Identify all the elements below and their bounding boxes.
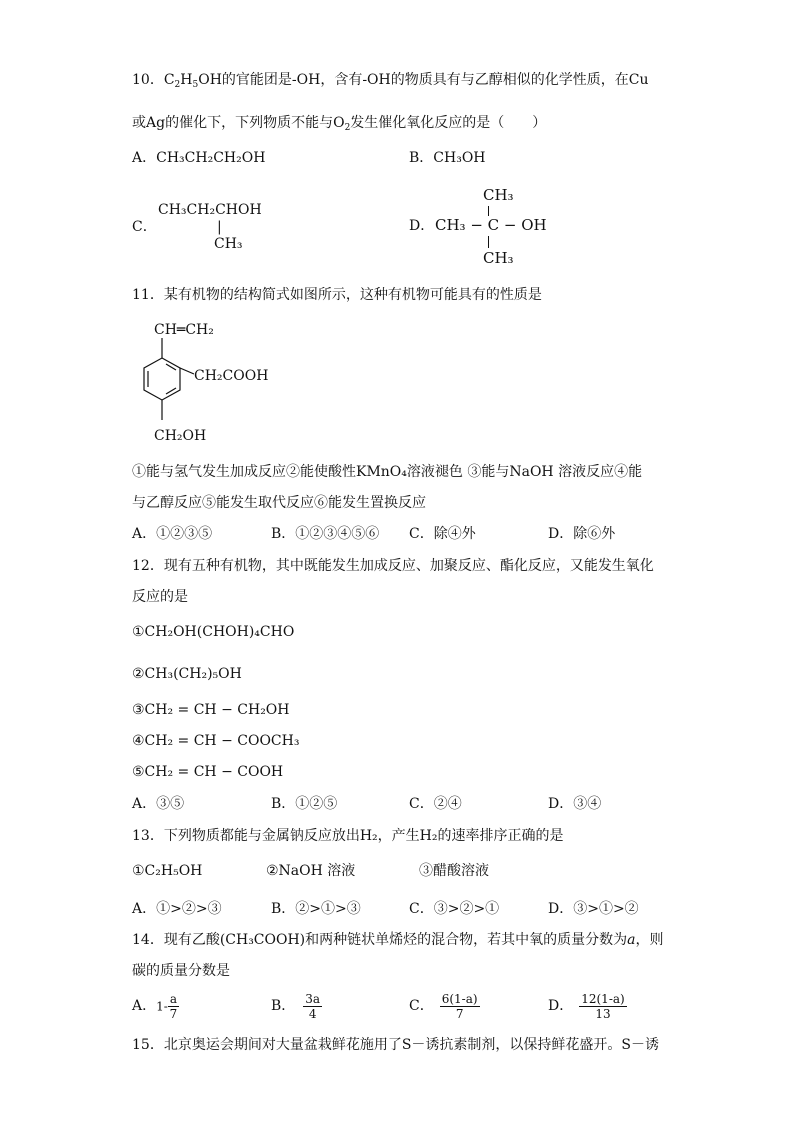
q14-option-a-pre: 1- [156, 999, 168, 1014]
q10-option-c-label[interactable]: C． [132, 219, 157, 235]
q10-option-a-label: A． [132, 150, 157, 166]
struct-bottom-group: CH₂OH [154, 428, 207, 444]
q14-option-d[interactable] [548, 992, 627, 1021]
q13-item-3: ③醋酸溶液 [419, 863, 489, 879]
q10-sub2: 5 [192, 80, 199, 90]
q14-option-a-den: 7 [169, 1007, 178, 1021]
q12-item-2: ②CH₃(CH₂)₅OH [132, 666, 242, 682]
bond-right [180, 368, 194, 374]
q14-option-d-label: D． [548, 998, 574, 1015]
q13-item-2: ②NaOH 溶液 [266, 863, 356, 879]
q10-option-d-top: CH₃ [483, 186, 514, 204]
q11-option-d[interactable]: D．除⑥外 [548, 526, 616, 542]
q14-variable-a: a [627, 932, 636, 948]
q12-item-5: ⑤CH₂ = CH − COOH [132, 764, 284, 780]
q14-option-b-den: 4 [308, 1007, 317, 1021]
q10-option-c-bottom: CH₃ [214, 236, 243, 252]
q12-stem-line1: 12．现有五种有机物，其中既能发生加成反应、加聚反应、酯化反应，又能发生氧化 [132, 558, 654, 574]
q12-item-1: ①CH₂OH(CHOH)₄CHO [132, 624, 295, 640]
q12-option-d[interactable]: D．③④ [548, 796, 602, 812]
q14-stem-line1 [132, 932, 664, 949]
q12-option-a[interactable]: A．③⑤ [132, 796, 185, 812]
q14-option-b-num: 3a [305, 992, 321, 1006]
q10-option-d-bond-up [488, 206, 489, 216]
q14-option-b-label: B． [271, 998, 296, 1015]
q11-option-a[interactable]: A．①②③⑤ [132, 526, 213, 542]
q12-option-b[interactable]: B．①②⑤ [271, 796, 338, 812]
q10-option-b-label: B． [409, 150, 434, 166]
q10-option-c-top: CH₃CH₂CHOH [158, 202, 262, 218]
q14-option-a[interactable] [132, 992, 179, 1021]
q10-option-d-mid: CH₃ − C − OH [435, 216, 547, 234]
q14-option-b-fraction [303, 992, 322, 1021]
q11-props-line1: ①能与氢气发生加成反应②能使酸性KMnO₄溶液褪色 ③能与NaOH 溶液反应④能 [132, 464, 643, 480]
q10-line2-post: 发生催化氧化反应的是（ ） [350, 115, 547, 131]
q10-line2 [132, 115, 546, 132]
q12-item-3: ③CH₂ = CH − CH₂OH [132, 702, 290, 718]
q10-option-d-bond-down [488, 236, 489, 248]
q14-stem-pre: 14．现有乙酸(CH₃COOH)和两种链状单烯烃的混合物，若其中氧的质量分数为 [132, 932, 628, 948]
q13-option-d[interactable]: D．③>①>② [548, 901, 639, 917]
q14-option-a-fraction [168, 992, 179, 1021]
q10-line1 [132, 72, 648, 89]
q13-option-c[interactable]: C．③>②>① [409, 901, 500, 917]
q11-structure-diagram [136, 316, 286, 451]
q14-option-d-num: 12(1-a) [581, 992, 625, 1006]
q10-line2-sub: 2 [344, 123, 351, 133]
q14-option-c-fraction [440, 992, 480, 1021]
q14-option-a-label: A． [132, 998, 157, 1015]
q12-option-c[interactable]: C．②④ [409, 796, 462, 812]
q11-option-b[interactable]: B．①②③④⑤⑥ [271, 526, 380, 542]
q11-option-c[interactable]: C．除④外 [409, 526, 476, 542]
q13-stem: 13．下列物质都能与金属钠反应放出H₂，产生H₂的速率排序正确的是 [132, 828, 564, 844]
q12-item-4: ④CH₂ = CH − COOCH₃ [132, 733, 300, 749]
q14-option-a-num: a [169, 992, 177, 1006]
benzene-ring [144, 358, 180, 400]
q14-option-d-fraction [579, 992, 626, 1021]
q13-option-a[interactable]: A．①>②>③ [132, 901, 222, 917]
q10-line1-mid: H [180, 72, 193, 88]
q10-option-a[interactable] [132, 150, 265, 167]
q13-option-b[interactable]: B．②>①>③ [271, 901, 361, 917]
q10-option-b-text: CH₃OH [433, 150, 486, 166]
q10-sub1: 2 [174, 80, 181, 90]
q12-stem-line2: 反应的是 [132, 589, 188, 605]
q10-option-a-text: CH₃CH₂CH₂OH [156, 150, 266, 166]
q13-item-1: ①C₂H₅OH [132, 863, 203, 879]
q14-option-b[interactable] [271, 992, 322, 1021]
q14-option-c-label: C． [409, 998, 434, 1015]
q15-stem: 15．北京奥运会期间对大量盆栽鲜花施用了S－诱抗素制剂，以保持鲜花盛开。S－诱 [132, 1037, 659, 1053]
q11-stem: 11．某有机物的结构简式如图所示，这种有机物可能具有的性质是 [132, 287, 542, 303]
q14-option-c[interactable] [409, 992, 480, 1021]
q14-option-c-den: 7 [455, 1007, 464, 1021]
q10-option-c-bond: | [217, 219, 222, 235]
struct-top-group: CH═CH₂ [154, 322, 214, 338]
q10-line2-pre: 或Ag的催化下，下列物质不能与O [132, 115, 345, 131]
struct-right-group: CH₂COOH [194, 368, 269, 384]
q10-line1-pre: 10．C [132, 72, 175, 88]
q10-option-d-bottom: CH₃ [483, 249, 514, 267]
q10-option-b[interactable] [409, 150, 486, 167]
q14-stem-line2: 碳的质量分数是 [132, 963, 230, 979]
q10-line1-post: OH的官能团是-OH，含有-OH的物质具有与乙醇相似的化学性质，在Cu [198, 72, 649, 88]
q10-option-d-label[interactable]: D． [409, 218, 435, 234]
q14-stem-post: ，则 [635, 932, 664, 948]
q14-option-d-den: 13 [595, 1007, 611, 1021]
q14-option-c-num: 6(1-a) [441, 992, 478, 1006]
q11-props-line2: 与乙醇反应⑤能发生取代反应⑥能发生置换反应 [132, 495, 426, 511]
